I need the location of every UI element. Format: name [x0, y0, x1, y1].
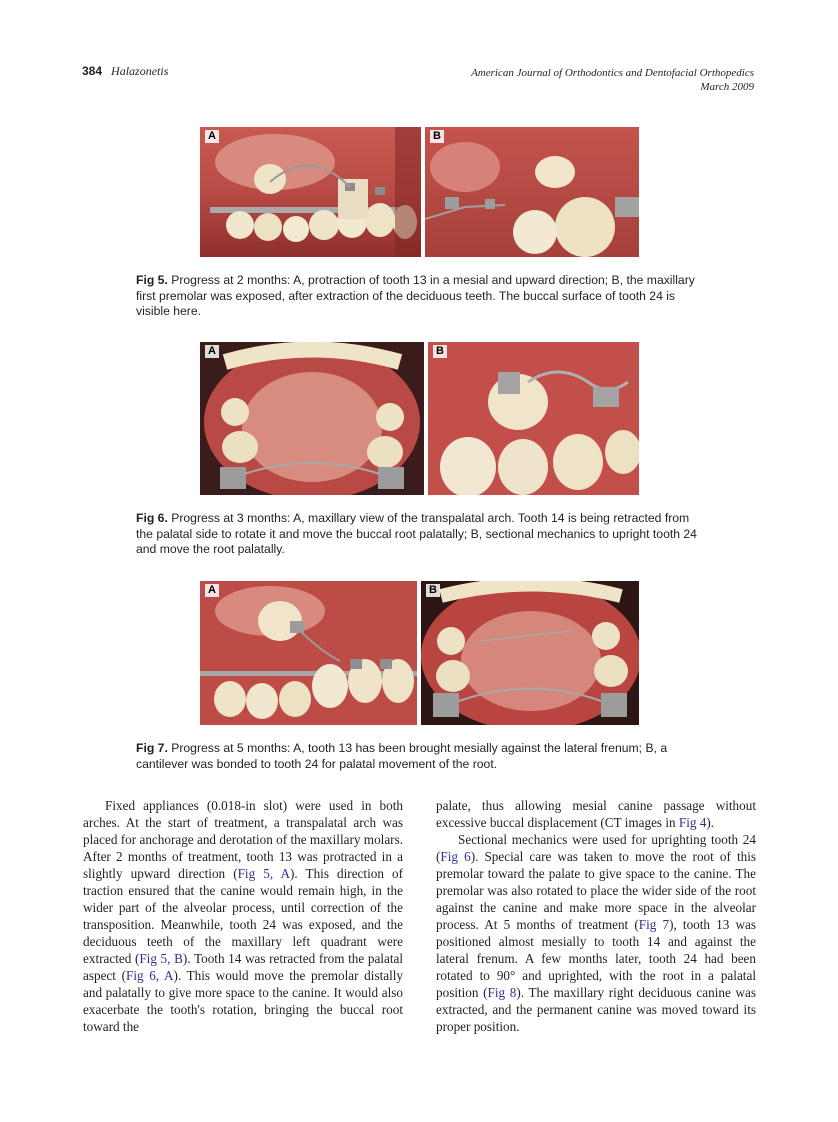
figure-7-caption-text: Progress at 5 months: A, tooth 13 has been brought mesially against the lateral frenum; B, a cantilever was bonded to tooth 24 for palatal movement of the root.	[136, 741, 668, 771]
figure-6-caption-text: Progress at 3 months: A, maxillary view of the transpalatal arch. Tooth 14 is being retracted from the palatal side to rotate it and move the buccal root palatally; B, sectional mechanics to upright tooth 24 and move the root palatally.	[136, 511, 697, 556]
intraoral-photo-fig6a	[200, 342, 424, 495]
figure-reference-link[interactable]: Fig 5, B	[139, 951, 183, 966]
panel-label-a: A	[205, 345, 219, 358]
journal-title: American Journal of Orthodontics and Dentofacial Orthopedics	[471, 67, 754, 79]
body-column-right	[436, 797, 756, 1035]
figure-6-label: Fig 6.	[136, 511, 168, 525]
figure-reference-link[interactable]: Fig 6, A	[125, 968, 174, 983]
figure-reference-link[interactable]: Fig 5, A	[237, 866, 291, 881]
issue-date: March 2009	[700, 81, 754, 93]
figure-reference-link[interactable]: Fig 4	[678, 815, 707, 830]
intraoral-photo-fig6b	[428, 342, 639, 495]
figure-5-panel-a	[200, 127, 421, 257]
body-paragraph: Sectional mechanics were used for uprighting tooth 24 (Fig 6). Special care was taken to move the root of this premolar toward the palate to give space to the canine. The premolar was also rotated to place the wider side of the root against the canine and make more space in the alveolar process. At 5 months of treatment (Fig 7), tooth 13 was positioned almost mesially to tooth 14 and against the lateral frenum. A few months later, tooth 24 had been rotated to 90° and uprighted, with the root in a palatal position (Fig 8). The maxillary right deciduous canine was extracted, and the permanent canine was moved toward its proper position.	[436, 832, 756, 1034]
figure-reference-link[interactable]: Fig 6	[440, 849, 471, 864]
running-author: Halazonetis	[111, 64, 169, 78]
figure-7	[200, 581, 639, 725]
panel-label-b: B	[426, 584, 440, 597]
figure-reference-link[interactable]: Fig 7	[638, 917, 670, 932]
body-column-left	[83, 797, 403, 1035]
intraoral-photo-fig5a	[200, 127, 421, 257]
intraoral-photo-fig7b	[421, 581, 639, 725]
panel-label-a: A	[205, 584, 219, 597]
page-number: 384	[82, 64, 103, 78]
figure-6-caption	[136, 511, 708, 558]
intraoral-photo-fig5b	[425, 127, 639, 257]
figure-7-label: Fig 7.	[136, 741, 168, 755]
intraoral-photo-fig7a	[200, 581, 417, 725]
running-header-right	[471, 66, 754, 94]
figure-reference-link[interactable]: Fig 8	[487, 985, 517, 1000]
running-header-left	[82, 64, 168, 79]
figure-5-panel-b	[425, 127, 639, 257]
figure-6-panel-a	[200, 342, 424, 495]
figure-6-panel-b	[428, 342, 639, 495]
panel-label-a: A	[205, 130, 219, 143]
body-paragraph: Fixed appliances (0.018-in slot) were used in both arches. At the start of treatment, a transpalatal arch was placed for anchorage and derotation of the maxillary molars. After 2 months of treatment, tooth 13 was protracted in a slightly upward direction (Fig 5, A). This direction of traction ensured that the canine would remain high, in the wider part of the alveolar process, until correction of the transposition. Meanwhile, tooth 24 was exposed, and the deciduous teeth of the maxillary left quadrant were extracted (Fig 5, B). Tooth 14 was retracted from the palatal aspect (Fig 6, A). This would move the premolar distally and palatally to give more space to the canine. It would also exacerbate the tooth's rotation, bringing the buccal root toward the	[83, 798, 404, 1034]
figure-7-caption	[136, 741, 708, 772]
figure-6	[200, 342, 639, 495]
figure-7-panel-a	[200, 581, 417, 725]
figure-7-panel-b	[421, 581, 639, 725]
body-paragraph: palate, thus allowing mesial canine passage without excessive buccal displacement (CT images in Fig 4).	[436, 798, 756, 830]
figure-5-caption	[136, 273, 708, 320]
figure-5-caption-text: Progress at 2 months: A, protraction of tooth 13 in a mesial and upward direction; B, the maxillary first premolar was exposed, after extraction of the deciduous teeth. The buccal surface of tooth 24 is visible here.	[136, 273, 695, 318]
figure-5	[200, 127, 639, 257]
figure-5-label: Fig 5.	[136, 273, 168, 287]
panel-label-b: B	[430, 130, 444, 143]
panel-label-b: B	[433, 345, 447, 358]
